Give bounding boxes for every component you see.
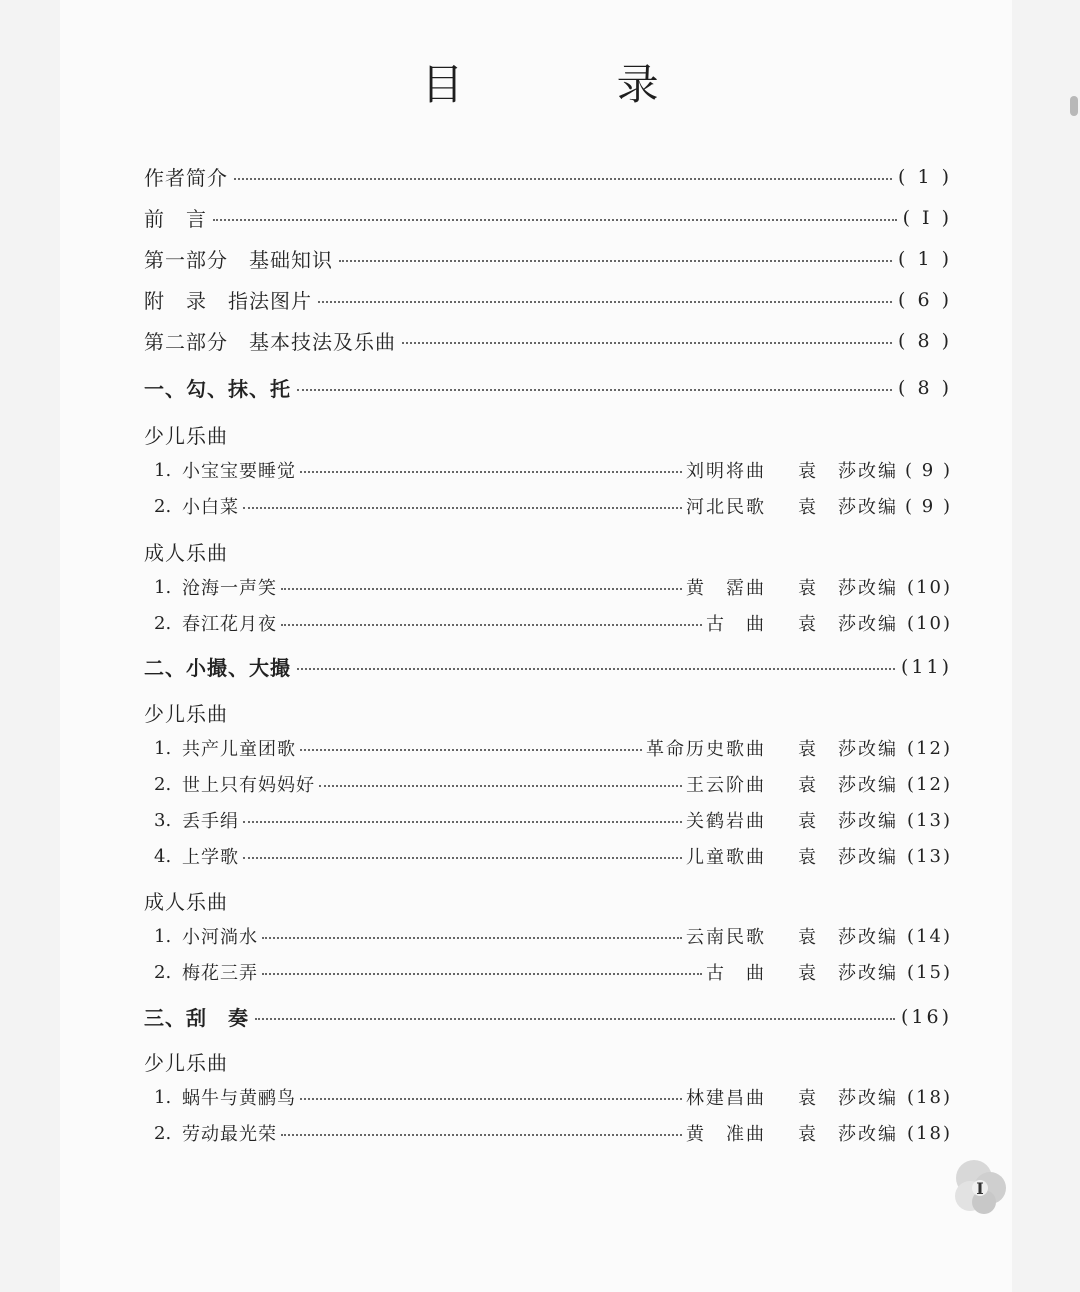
song-composer: 古 曲 — [706, 963, 766, 984]
leader-dots — [297, 389, 892, 391]
song-composer: 刘明将曲 — [686, 461, 766, 482]
song-arranger: 袁 莎改编 — [798, 847, 898, 868]
song-composer: 河北民歌 — [686, 497, 766, 518]
song-arranger: 袁 莎改编 — [798, 963, 898, 984]
leader-dots — [339, 260, 892, 262]
song-page: (18) — [907, 1086, 952, 1108]
song-entry[interactable] — [154, 959, 952, 985]
song-number: 1. — [154, 459, 172, 481]
song-entry[interactable] — [154, 1120, 952, 1146]
song-page: (13) — [907, 845, 952, 867]
song-composer: 王云阶曲 — [686, 775, 766, 796]
leader-dots — [213, 219, 897, 221]
song-composer: 黄 霑曲 — [686, 578, 766, 599]
song-title: 劳动最光荣 — [182, 1124, 277, 1145]
entry-page: (16) — [900, 1005, 952, 1028]
song-title: 小河淌水 — [182, 927, 258, 948]
entry-label: 前 言 — [144, 207, 207, 231]
song-entry[interactable] — [154, 735, 952, 761]
song-number: 2. — [154, 1122, 172, 1144]
leader-dots — [281, 588, 682, 590]
leader-dots — [243, 507, 682, 509]
leader-dots — [262, 973, 702, 975]
song-title: 梅花三弄 — [182, 963, 258, 984]
song-number: 2. — [154, 495, 172, 517]
leader-dots — [243, 821, 682, 823]
chapter-label: 二、小撮、大撮 — [144, 656, 291, 680]
song-composer: 革命历史歌曲 — [646, 739, 766, 760]
song-arranger: 袁 莎改编 — [798, 811, 898, 832]
song-number: 4. — [154, 845, 172, 867]
song-title: 共产儿童团歌 — [182, 739, 296, 760]
entry-page: ( 8 ) — [898, 376, 952, 399]
page-number-marker: Ⅰ — [976, 1179, 984, 1198]
song-entry[interactable] — [154, 807, 952, 833]
leader-dots — [402, 342, 892, 344]
song-number: 3. — [154, 809, 172, 831]
entry-page: ( 6 ) — [898, 288, 952, 311]
entry-page: ( 1 ) — [898, 247, 952, 270]
song-title: 春江花月夜 — [182, 614, 277, 635]
leader-dots — [255, 1018, 895, 1020]
entry-label: 附 录 指法图片 — [144, 289, 312, 313]
song-title: 蜗牛与黄鹂鸟 — [182, 1088, 296, 1109]
leader-dots — [243, 857, 682, 859]
leader-dots — [262, 937, 682, 939]
song-number: 1. — [154, 737, 172, 759]
leader-dots — [300, 1098, 682, 1100]
song-arranger: 袁 莎改编 — [798, 461, 898, 482]
song-composer: 古 曲 — [706, 614, 766, 635]
entry-label: 第一部分 基础知识 — [144, 248, 333, 272]
song-number: 1. — [154, 925, 172, 947]
section-heading: 少儿乐曲 — [144, 1051, 228, 1075]
entry-label: 作者简介 — [144, 166, 228, 190]
section-heading: 成人乐曲 — [144, 541, 228, 565]
leader-dots — [319, 785, 682, 787]
entry-page: ( 8 ) — [898, 329, 952, 352]
song-title: 上学歌 — [182, 847, 239, 868]
song-number: 2. — [154, 961, 172, 983]
leader-dots — [281, 624, 702, 626]
song-page: (14) — [907, 925, 952, 947]
song-number: 1. — [154, 576, 172, 598]
song-composer: 黄 准曲 — [686, 1124, 766, 1145]
entry-page: ( 1 ) — [898, 165, 952, 188]
song-entry[interactable] — [154, 1084, 952, 1110]
entry-label: 第二部分 基本技法及乐曲 — [144, 330, 396, 354]
leader-dots — [300, 749, 642, 751]
toc-chapter[interactable] — [144, 652, 952, 681]
song-composer: 关鹤岩曲 — [686, 811, 766, 832]
leader-dots — [234, 178, 892, 180]
entry-page: ( Ⅰ ) — [902, 206, 952, 229]
song-composer: 云南民歌 — [686, 927, 766, 948]
toc-entry[interactable] — [144, 203, 952, 232]
song-composer: 林建昌曲 — [686, 1088, 766, 1109]
song-number: 1. — [154, 1086, 172, 1108]
song-composer: 儿童歌曲 — [686, 847, 766, 868]
song-arranger: 袁 莎改编 — [798, 775, 898, 796]
song-arranger: 袁 莎改编 — [798, 614, 898, 635]
toc-entry[interactable] — [144, 162, 952, 191]
leader-dots — [297, 668, 895, 670]
chapter-label: 一、勾、抹、托 — [144, 377, 291, 401]
toc-entry[interactable] — [144, 326, 952, 355]
song-title: 小白菜 — [182, 497, 239, 518]
page-title: 目 录 — [421, 60, 729, 109]
song-page: (18) — [907, 1122, 952, 1144]
song-page: (10) — [907, 576, 952, 598]
song-arranger: 袁 莎改编 — [798, 739, 898, 760]
song-entry[interactable] — [154, 493, 952, 519]
song-entry[interactable] — [154, 923, 952, 949]
song-number: 2. — [154, 612, 172, 634]
song-title: 小宝宝要睡觉 — [182, 461, 296, 482]
toc-entry[interactable] — [144, 244, 952, 273]
leader-dots — [318, 301, 892, 303]
song-arranger: 袁 莎改编 — [798, 497, 898, 518]
song-arranger: 袁 莎改编 — [798, 1124, 898, 1145]
song-arranger: 袁 莎改编 — [798, 578, 898, 599]
section-heading: 少儿乐曲 — [144, 702, 228, 726]
song-number: 2. — [154, 773, 172, 795]
flower-page-ornament — [944, 1152, 1012, 1220]
song-page: (13) — [907, 809, 952, 831]
song-arranger: 袁 莎改编 — [798, 1088, 898, 1109]
song-entry[interactable] — [154, 457, 952, 483]
toc-entry[interactable] — [144, 285, 952, 314]
song-page: (12) — [907, 773, 952, 795]
section-heading: 少儿乐曲 — [144, 424, 228, 448]
song-arranger: 袁 莎改编 — [798, 927, 898, 948]
chapter-label: 三、刮 奏 — [144, 1006, 249, 1030]
section-heading: 成人乐曲 — [144, 890, 228, 914]
song-page: ( 9 ) — [905, 495, 952, 517]
entry-page: (11) — [900, 655, 952, 678]
toc-chapter[interactable] — [144, 373, 952, 402]
song-page: ( 9 ) — [905, 459, 952, 481]
song-entry[interactable] — [154, 610, 952, 636]
song-title: 丢手绢 — [182, 811, 239, 832]
song-title: 世上只有妈妈好 — [182, 775, 315, 796]
song-entry[interactable] — [154, 574, 952, 600]
song-title: 沧海一声笑 — [182, 578, 277, 599]
song-page: (15) — [907, 961, 952, 983]
song-page: (10) — [907, 612, 952, 634]
song-page: (12) — [907, 737, 952, 759]
leader-dots — [281, 1134, 682, 1136]
toc-chapter[interactable] — [144, 1002, 952, 1031]
leader-dots — [300, 471, 682, 473]
song-entry[interactable] — [154, 771, 952, 797]
song-entry[interactable] — [154, 843, 952, 869]
